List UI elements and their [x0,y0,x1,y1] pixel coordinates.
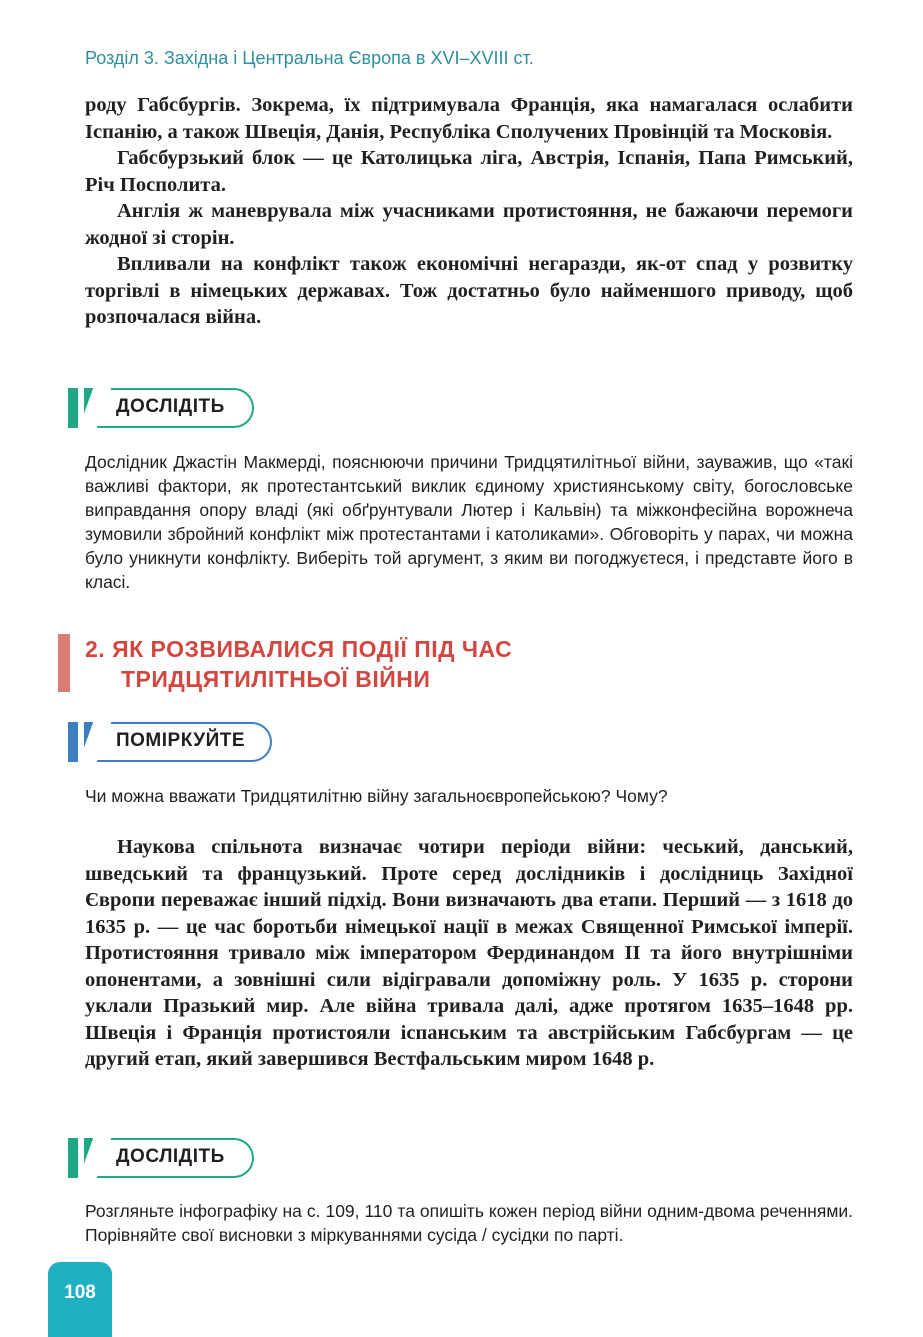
tag-stripe [68,1138,78,1178]
bold-run: У 1635 р. [672,968,768,991]
section-heading-line: ТРИДЦЯТИЛІТНЬОЇ ВІЙНИ [121,666,431,692]
chapter-header: Розділ 3. Західна і Центральна Європа в XVI–XVIII ст. [85,48,534,68]
bold-run: Празький мир [163,995,304,1017]
text-run: Наукова спільнота визначає чотири періоди війни: чеський, данський, шведський та французький. Проте серед дослідників і дослідниць Західної Європи переважає інший підхід. Вони визначають два етапи. Перший — з 1618 до 1635 р. — це час боротьби німецької нації в межах Священної Римської імперії. Протистояння тривало між імператором Фердинандом II та його внутрішніми опонентами, а зовнішні сили відігравали допоміжну роль. [85,836,853,991]
section-heading [85,634,512,694]
paragraph: роду Габсбургів. Зокрема, їх підтримувала Франція, яка намагалася ослабити Іспанію, а також Швеція, Данія, Республіка Сполучених Провінцій та Московія. [85,94,853,143]
paragraph: Габсбурзький блок — це Католицька ліга, Австрія, Іспанія, Папа Римський, Річ Посполита. [85,147,853,196]
page-number-badge [48,1262,112,1337]
tag-label: ПОМІРКУЙТЕ [116,730,246,751]
page-number: 108 [64,1282,96,1303]
tag-stripe [68,722,78,762]
section-marker [58,634,70,692]
task-text: Дослідник Джастін Макмерді, пояснюючи причини Тридцятилітньої війни, зауважив, що «такі важливі фактори, як протестантський виклик єдиному християнському світу, богословське виправдання опору владі (які обґрунтували Лютер і Кальвін) та міжконфесійна ворожнеча зумовили збройний конфлікт між протестантами і католиками». Обговоріть у парах, чи можна було уникнути конфлікту. Виберіть той аргумент, з яким ви погоджуєтеся, і представте його в класі. [85,452,853,592]
question-text: Чи можна вважати Тридцятилітню війну загальноєвропейською? Чому? [85,786,668,806]
task-text: Розгляньте інфографіку на с. 109, 110 та опишіть кожен період війни одним-двома реченнями. Порівняйте свої висновки з міркуваннями сусіда / сусідки по парті. [85,1201,853,1245]
section-heading-line: 2. ЯК РОЗВИВАЛИСЯ ПОДІЇ ПІД ЧАС [85,636,513,662]
bold-run: Вестфальським миром 1648 р. [373,1048,655,1070]
text-run: . Але війна тривала далі, адже протягом 1635–1648 рр. Швеція і Франція протистояли іспанським та австрійським Габсбургам — це другий етап, який завершився [85,995,853,1070]
tag-label: ДОСЛІДІТЬ [116,396,225,417]
paragraph: Впливали на конфлікт також економічні негаразди, як-от спад у розвитку торгівлі в німецьких державах. Тож достатньо було найменшого приводу, щоб розпочалася війна. [85,253,853,328]
tag-stripe [68,388,78,428]
main-paragraph [85,834,853,1073]
intro-text [85,92,853,331]
tag-label: ДОСЛІДІТЬ [116,1146,225,1167]
paragraph: Англія ж маневрувала між учасниками протистояння, не бажаючи перемоги жодної зі сторін. [85,200,853,249]
text-run: сторони уклали [85,968,853,1017]
